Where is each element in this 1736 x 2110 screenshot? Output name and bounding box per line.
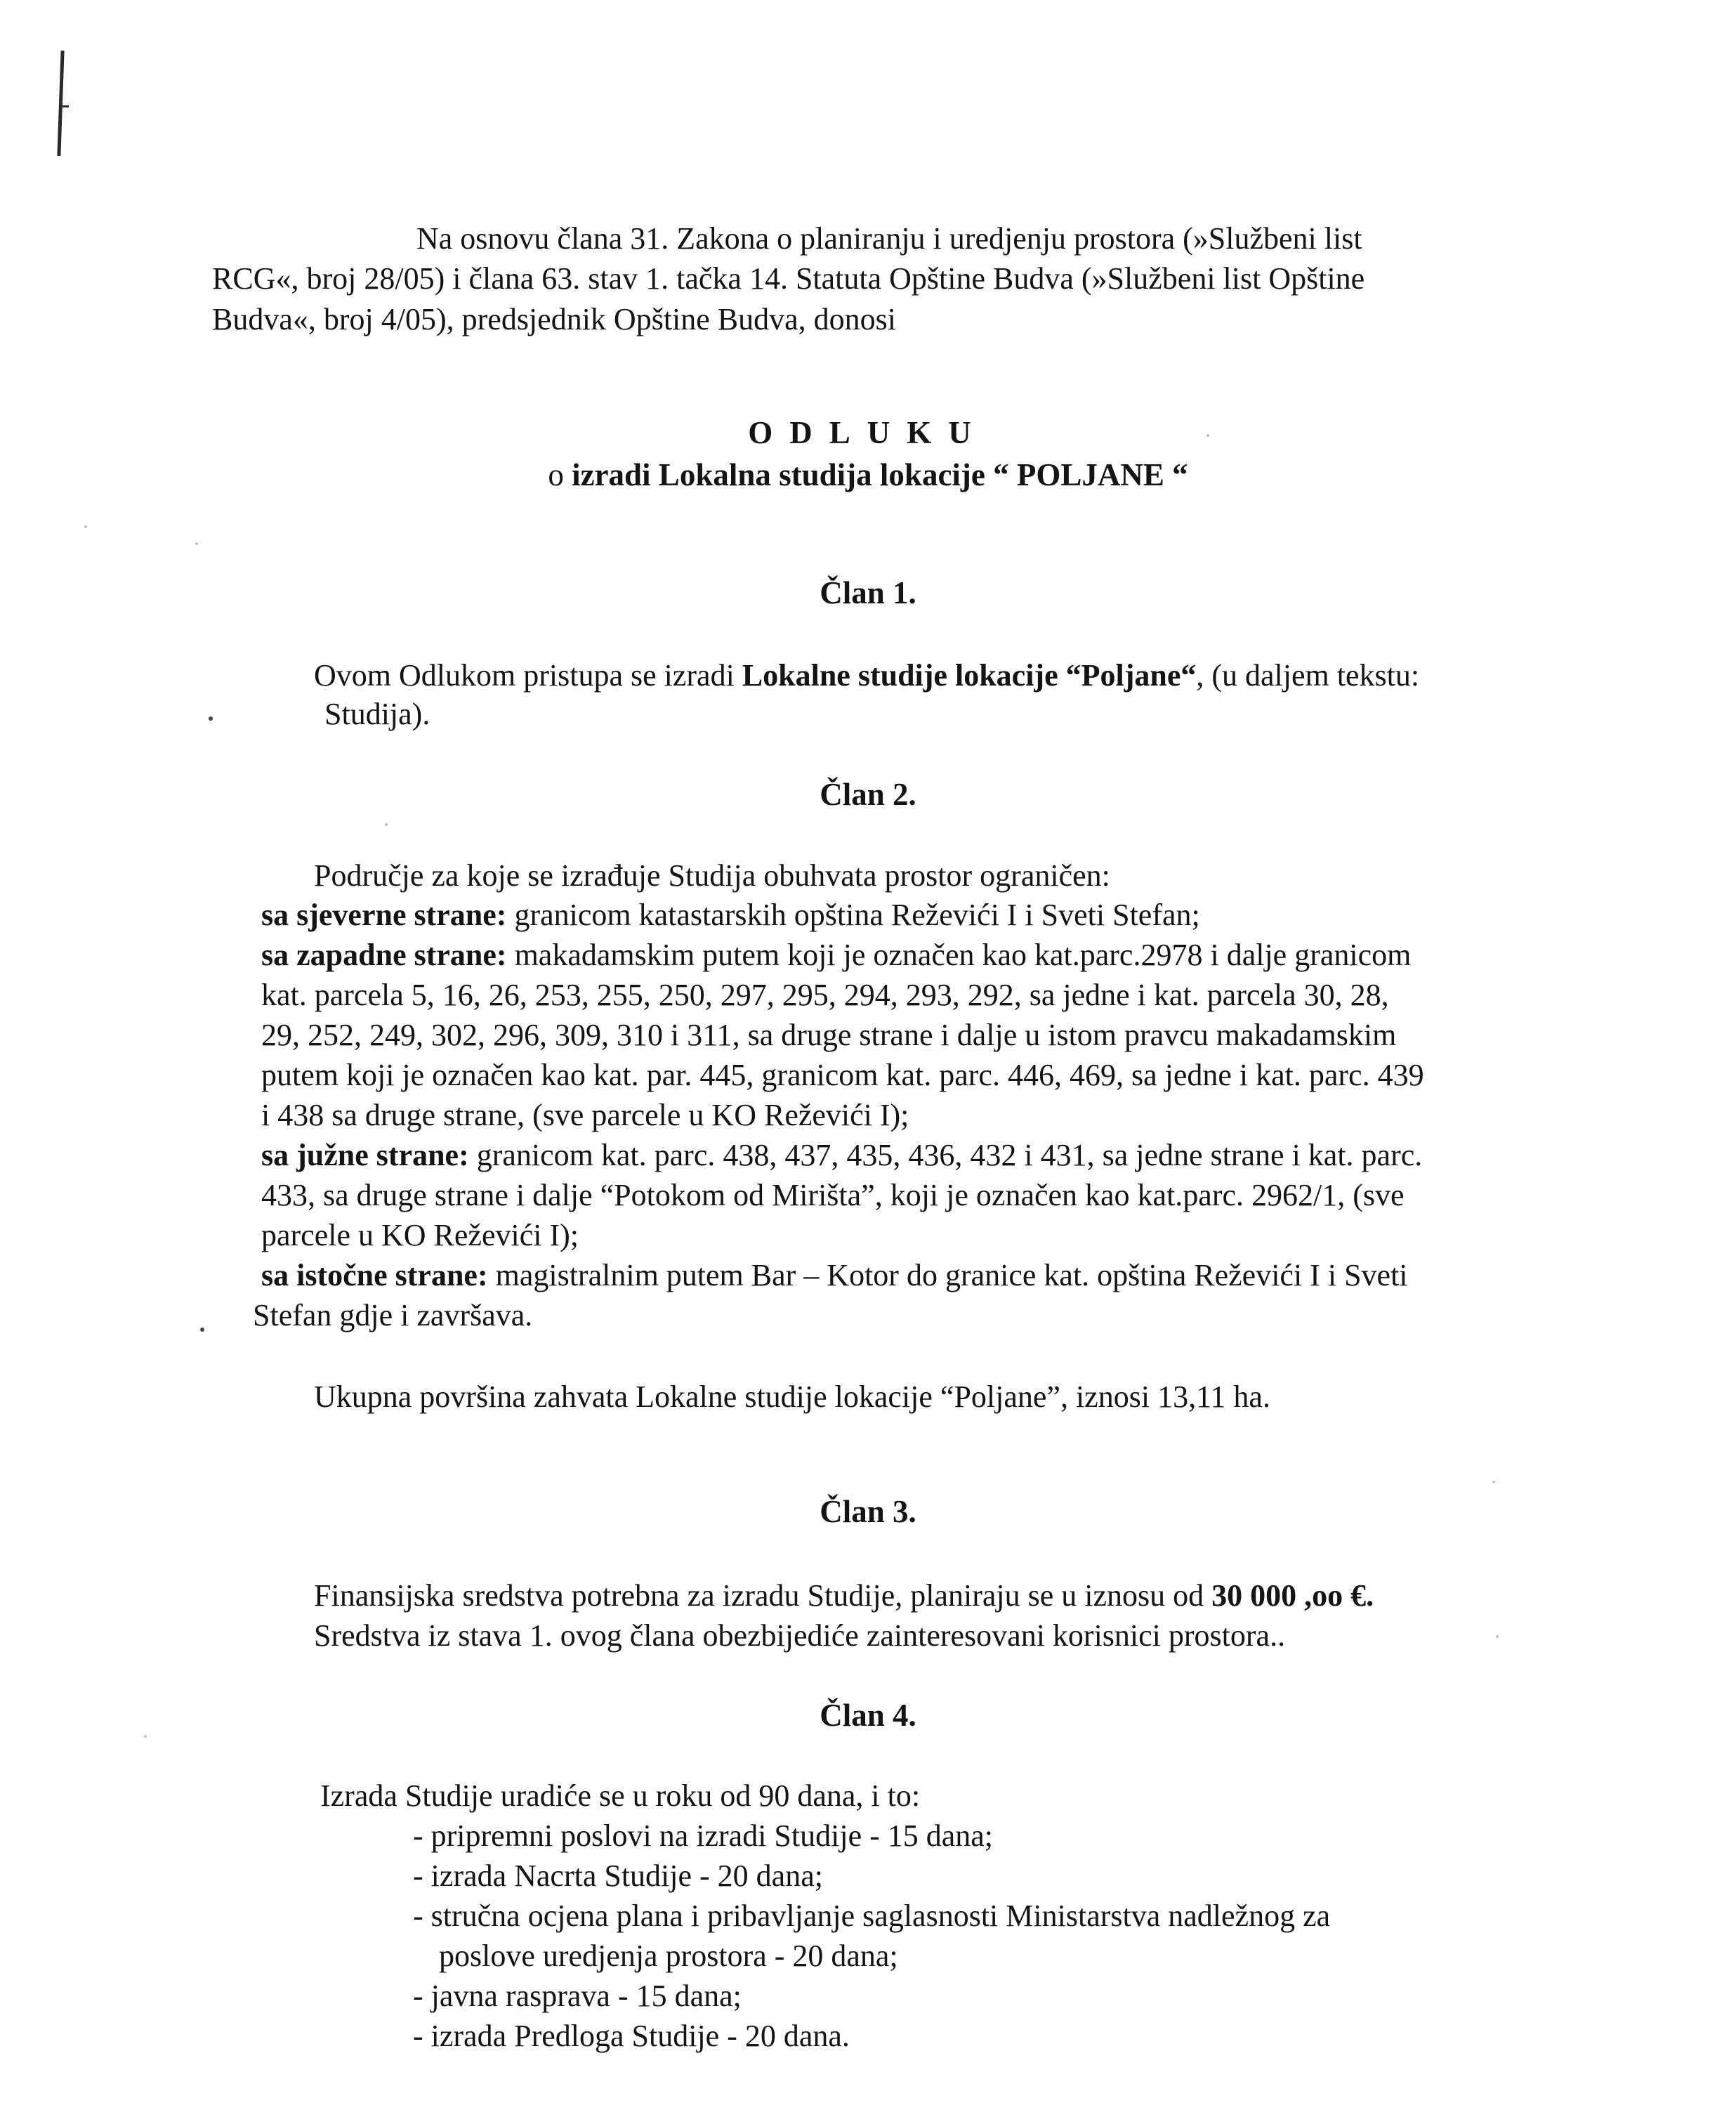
binding-mark	[57, 51, 64, 156]
list-item: - izrada Nacrta Studije - 20 dana;	[413, 1859, 823, 1893]
preamble-line: Budva«, broj 4/05), predsjednik Opštine Budva, donosi	[212, 302, 897, 336]
article-3-line: Finansijska sredstva potrebna za izradu Studije, planiraju se u iznosu od 30 000 ,oo €.	[314, 1578, 1374, 1613]
preamble-line: RCG«, broj 28/05) i člana 63. stav 1. tačka 14. Statuta Opštine Budva (»Službeni list Opštine	[212, 261, 1365, 296]
scan-speck	[195, 542, 198, 545]
scan-speck	[385, 823, 388, 826]
article-1-line: Studija).	[324, 697, 430, 731]
scan-speck	[144, 1735, 147, 1738]
article-3-line: Sredstva iz stava 1. ovog člana obezbijediće zainteresovani korisnici prostora..	[314, 1618, 1286, 1653]
list-item: - izrada Predloga Studije - 20 dana.	[413, 2019, 850, 2053]
list-item: - javna rasprava - 15 dana;	[413, 1979, 742, 2013]
preamble-line: Na osnovu člana 31. Zakona o planiranju i uredjenju prostora (»Službeni list	[416, 221, 1362, 256]
boundary-west-line: kat. parcela 5, 16, 26, 253, 255, 250, 297, 295, 294, 293, 292, sa jedne i kat. parcela 30, 28,	[261, 978, 1389, 1012]
list-item: poslove uredjenja prostora - 20 dana;	[439, 1939, 898, 1973]
boundary-south-line: 433, sa druge strane i dalje “Potokom od Mirišta”, koji je označen kao kat.parc. 2962/1, (sve	[261, 1178, 1405, 1212]
boundary-west-line: putem koji je označen kao kat. par. 445, granicom kat. parc. 446, 469, sa jedne i kat. parc. 439	[261, 1058, 1424, 1092]
budget-amount: 30 000 ,oo €.	[1211, 1578, 1374, 1613]
boundary-south-line: parcele u KO Reževići I);	[261, 1218, 579, 1252]
scan-speck	[84, 525, 87, 528]
article-2-heading: Član 2.	[820, 777, 916, 812]
article-1-heading: Član 1.	[820, 575, 916, 610]
article-1-line: Ovom Odlukom pristupa se izradi Lokalne studije lokacije “Poljane“, (u daljem tekstu:	[314, 658, 1420, 693]
scan-speck	[1492, 1481, 1495, 1483]
boundary-west-line: i 438 sa druge strane, (sve parcele u KO Reževići I);	[261, 1098, 909, 1132]
subtitle-prefix: o	[548, 457, 572, 492]
document-title: ODLUKU	[748, 415, 988, 450]
boundary-east-line: Stefan gdje i završava.	[253, 1298, 533, 1332]
list-item: - stručna ocjena plana i pribavljanje saglasnosti Ministarstva nadležnog za	[413, 1899, 1331, 1933]
study-name: Lokalne studije lokacije “Poljane“	[742, 658, 1197, 693]
scan-dot	[200, 1328, 204, 1332]
article-4-heading: Član 4.	[820, 1698, 916, 1733]
article-3-heading: Član 3.	[820, 1494, 916, 1529]
total-area: Ukupna površina zahvata Lokalne studije lokacije “Poljane”, iznosi 13,11 ha.	[314, 1380, 1270, 1414]
boundary-west: sa zapadne strane: makadamskim putem koji je označen kao kat.parc.2978 i dalje granicom	[261, 938, 1412, 972]
article-4-intro: Izrada Studije uradiće se u roku od 90 dana, i to:	[320, 1778, 921, 1813]
boundary-east: sa istočne strane: magistralnim putem Bar – Kotor do granice kat. opština Reževići I i Sveti	[261, 1258, 1408, 1292]
article-2-intro: Područje za koje se izrađuje Studija obuhvata prostor ograničen:	[314, 858, 1110, 893]
boundary-west-line: 29, 252, 249, 302, 296, 309, 310 i 311, sa druge strane i dalje u istom pravcu makadamskim	[261, 1018, 1397, 1052]
list-item: - pripremni poslovi na izradi Studije - 15 dana;	[413, 1819, 994, 1853]
scan-speck	[1496, 1635, 1499, 1638]
subtitle-bold: izradi Lokalna studija lokacije “ POLJANE “	[572, 457, 1188, 492]
boundary-north: sa sjeverne strane: granicom katastarskih opština Reževići I i Sveti Stefan;	[261, 898, 1200, 932]
binding-mark-tick	[60, 105, 69, 107]
scan-dot	[209, 716, 213, 721]
boundary-south: sa južne strane: granicom kat. parc. 438, 437, 435, 436, 432 i 431, sa jedne strane i kat. parc.	[261, 1138, 1423, 1172]
document-subtitle	[0, 457, 1736, 493]
